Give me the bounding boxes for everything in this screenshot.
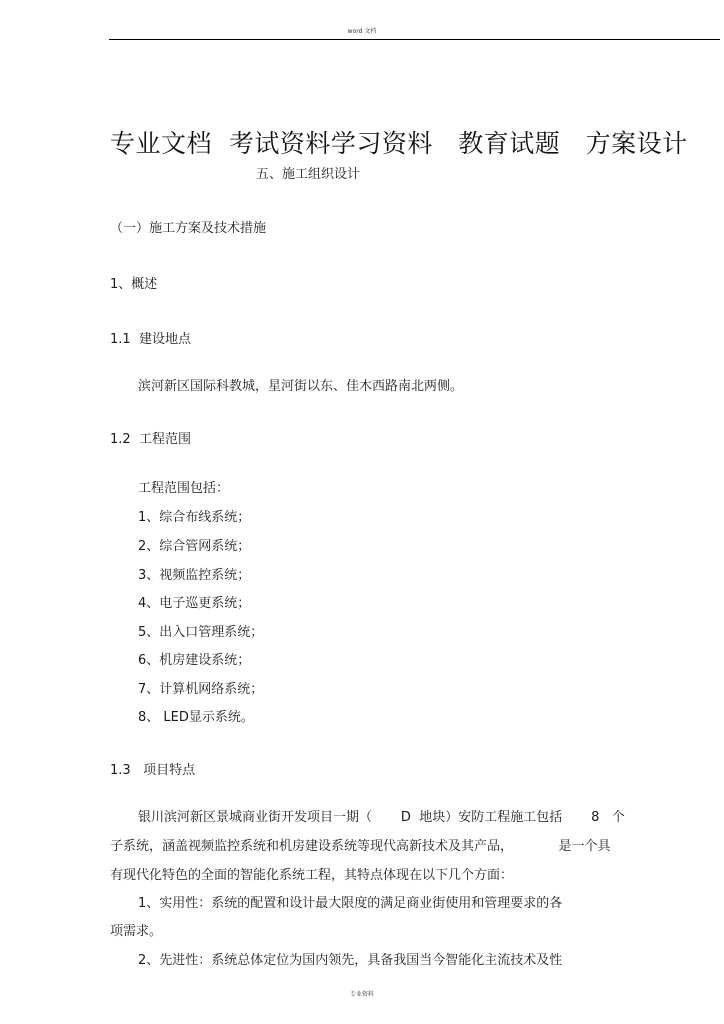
list-item: 3、视频监控系统； (138, 568, 251, 583)
list-item: 5、出入口管理系统； (138, 625, 264, 640)
heading-features: 1.3 项目特点 (110, 763, 196, 778)
section-title: 五、施工组织设计 (256, 167, 361, 182)
list-item: 1、综合布线系统； (138, 510, 251, 525)
paragraph-line: 银川滨河新区景城商业街开发项目一期（ D 地块）安防工程施工包括 8 个 (138, 810, 625, 825)
site-text: 滨河新区国际科教城，星河街以东、佳木西路南北两侧。 (138, 379, 464, 394)
heading-site: 1.1 建设地点 (110, 332, 191, 347)
heading-scope: 1.2 工程范围 (110, 432, 191, 447)
list-item: 4、电子巡更系统； (138, 596, 251, 611)
scope-intro: 工程范围包括： (138, 481, 230, 496)
heading-overview: 1、概述 (110, 277, 158, 292)
subsection-title: （一）施工方案及技术措施 (110, 221, 267, 236)
list-item: 6、机房建设系统； (138, 653, 251, 668)
paragraph-line: 1、实用性：系统的配置和设计最大限度的满足商业街使用和管理要求的各 (138, 896, 563, 911)
paragraph-line: 有现代化特色的全面的智能化系统工程，其特点体现在以下几个方面： (110, 868, 514, 883)
list-item: 7、计算机网络系统； (138, 682, 264, 697)
banner-title: 专业文档 考试资料学习资料 教育试题 方案设计 (110, 129, 688, 158)
page-header-label: word 文档 (347, 28, 377, 35)
list-item: 2、综合管网系统； (138, 539, 251, 554)
list-item: 8、 LED显示系统。 (138, 710, 254, 725)
header-divider (109, 39, 720, 40)
paragraph-line: 子系统，涵盖视频监控系统和机房建设系统等现代高新技术及其产品， 是一个具 (110, 839, 611, 854)
page-footer-label: 专业资料 (349, 991, 374, 998)
paragraph-line: 2、先进性：系统总体定位为国内领先，具备我国当今智能化主流技术及性 (138, 953, 563, 968)
paragraph-line: 项需求。 (110, 924, 163, 939)
